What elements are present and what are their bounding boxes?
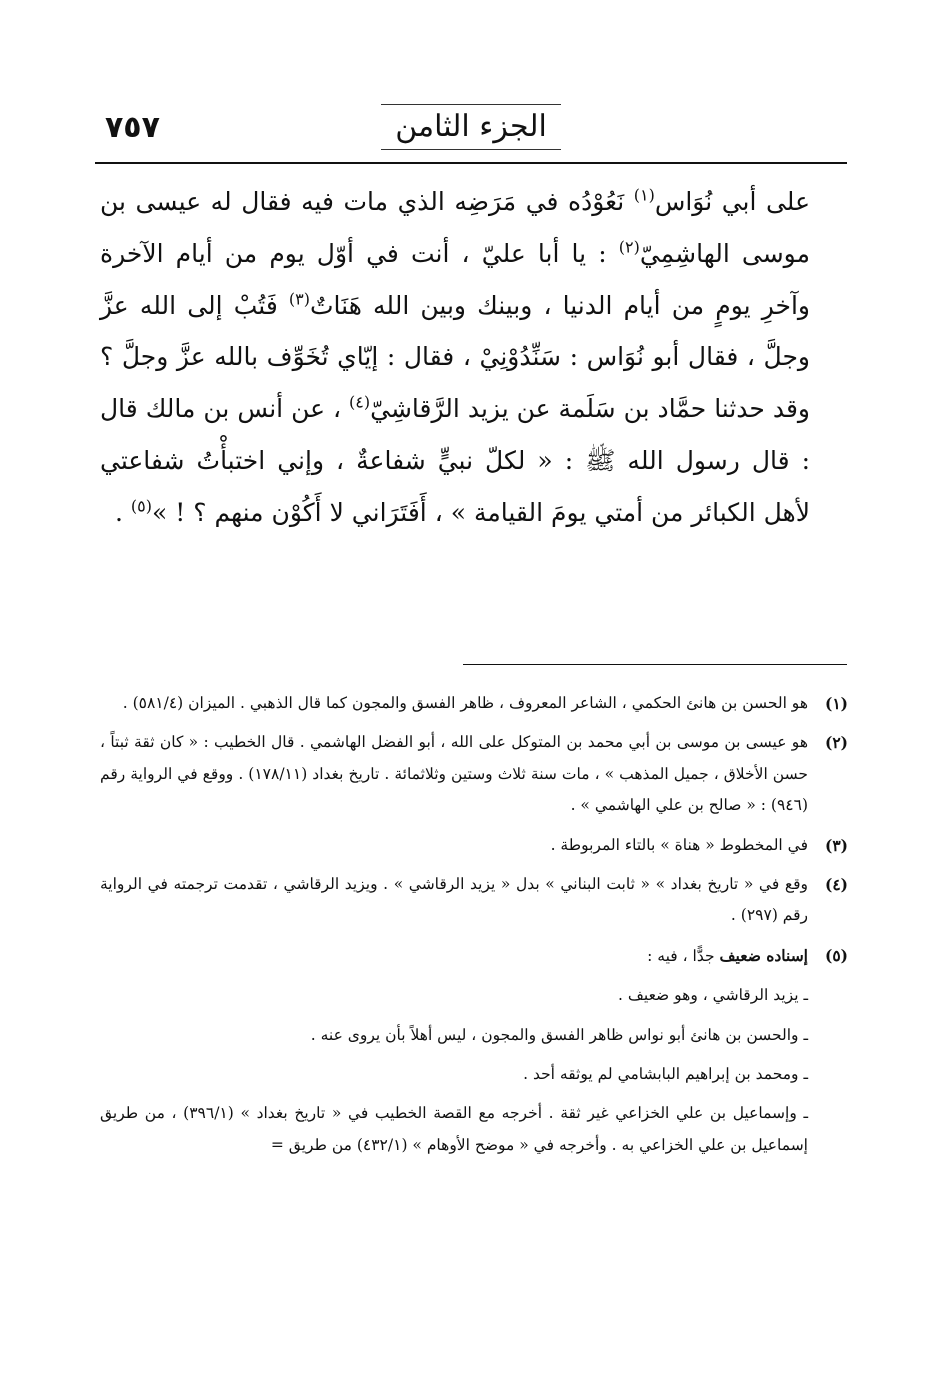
- text-segment: ، عن أنس بن مالك قال : قال رسول الله ﷺ : « لكلّ نبيٍّ شفاعةٌ ، وإني اختبأْتُ شفاعتي لأهل الكبائر من أمتي يومَ القيامة » ، أَفَتَرَاني لا أَكُوْن منهم ؟ ! »: [100, 394, 810, 527]
- footnote-5: [100, 940, 848, 972]
- running-title-text: الجزء الثامن: [381, 104, 561, 150]
- footnote-text: هو الحسن بن هانئ الحكمي ، الشاعر المعروف ، ظاهر الفسق والمجون كما قال الذهبي . الميزان (٥٨١/٤) .: [122, 694, 808, 712]
- page-header: [95, 96, 847, 164]
- footnote-number: (٢): [824, 733, 848, 753]
- footnote-number: (٥): [824, 945, 848, 965]
- main-paragraph: [100, 176, 810, 539]
- text-segment: : يا أبا عليّ ، أنت في أوّل يوم من أيام الآخرة وآخرِ يومٍ من أيام الدنيا ، وبينك وبين الله هَنَاتٌ: [100, 238, 810, 320]
- footnote-text: هو عيسى بن موسى بن أبي محمد بن المتوكل على الله ، أبو الفضل الهاشمي . قال الخطيب : « كان ثقة ثبتاً ، حسن الأخلاق ، جميل المذهب » ، مات سنة ثلاث وستين وثلاثمائة . تاريخ بغداد (١٧٨/١١) . ووقع في الرواية رقم (٩٤٦) : « صالح بن علي الهاشمي » .: [100, 733, 809, 815]
- footnote-ref-3: (٣): [288, 289, 311, 309]
- list-item: ـ والحسن بن هانئ أبو نواس ظاهر الفسق والمجون ، ليس أهلاً بأن يروى عنه .: [100, 1020, 808, 1051]
- list-item: ـ ومحمد بن إبراهيم البابشامي لم يوثقه أحد .: [100, 1059, 808, 1090]
- footnote-bold-lead: إسناده ضعيف: [719, 945, 808, 965]
- running-title: [95, 104, 847, 150]
- footnote-ref-4: (٤): [349, 392, 371, 412]
- footnote-text-rest: جدًّا ، فيه :: [647, 946, 720, 965]
- page-number: ٧٥٧: [105, 110, 160, 145]
- footnote-number: (٣): [824, 835, 848, 855]
- main-text: [100, 176, 810, 539]
- text-segment: نَعُوْدُه في مَرَضِه الذي مات فيه فقال له عيسى بن موسى الهاشِمِيّ: [100, 187, 810, 268]
- footnote-ref-5: (٥): [130, 496, 152, 516]
- footnote-3: [100, 830, 848, 861]
- footnote-text: [100, 940, 808, 972]
- footnote-text: وقع في « تاريخ بغداد » « ثابت البناني » بدل « يزيد الرقاشي » . ويزيد الرقاشي ، تقدمت ترجمته في الرواية رقم (٢٩٧) .: [100, 875, 808, 925]
- footnote-2: [100, 727, 848, 821]
- footnote-number: (٤): [824, 875, 848, 895]
- footnote-1: [100, 688, 848, 719]
- footnote-4: [100, 869, 848, 932]
- footnote-ref-2: (٢): [618, 237, 640, 257]
- list-item: ـ يزيد الرقاشي ، وهو ضعيف .: [100, 980, 808, 1011]
- text-segment: على أبي نُوَاس: [654, 187, 810, 216]
- list-item: ـ وإسماعيل بن علي الخزاعي غير ثقة . أخرجه مع القصة الخطيب في « تاريخ بغداد » (٣٩٦/١) ، من طريق إسماعيل بن علي الخزاعي به . وأخرجه في « موضح الأوهام » (٤٣٢/١) من طريق =: [100, 1098, 808, 1161]
- text-segment: فَتُبْ إلى الله عزَّ وجلَّ ، فقال أبو نُوَاس : سَنِّدُوْنِيْ ، فقال : إيّاي تُخَوِّف بالله عزَّ وجلَّ ؟ وقد حدثنا حمَّاد بن سَلَمة عن يزيد الرَّقاشِيّ: [100, 290, 811, 424]
- footnote-separator: [463, 664, 847, 665]
- text-segment: .: [115, 497, 131, 527]
- footnotes: [100, 688, 848, 1169]
- footnote-number: (١): [824, 694, 848, 713]
- footnote-text: في المخطوط « هناة » بالتاء المربوطة .: [550, 835, 808, 854]
- footnote-ref-1: (١): [633, 185, 655, 205]
- footnote-5-bullets: [100, 980, 848, 1161]
